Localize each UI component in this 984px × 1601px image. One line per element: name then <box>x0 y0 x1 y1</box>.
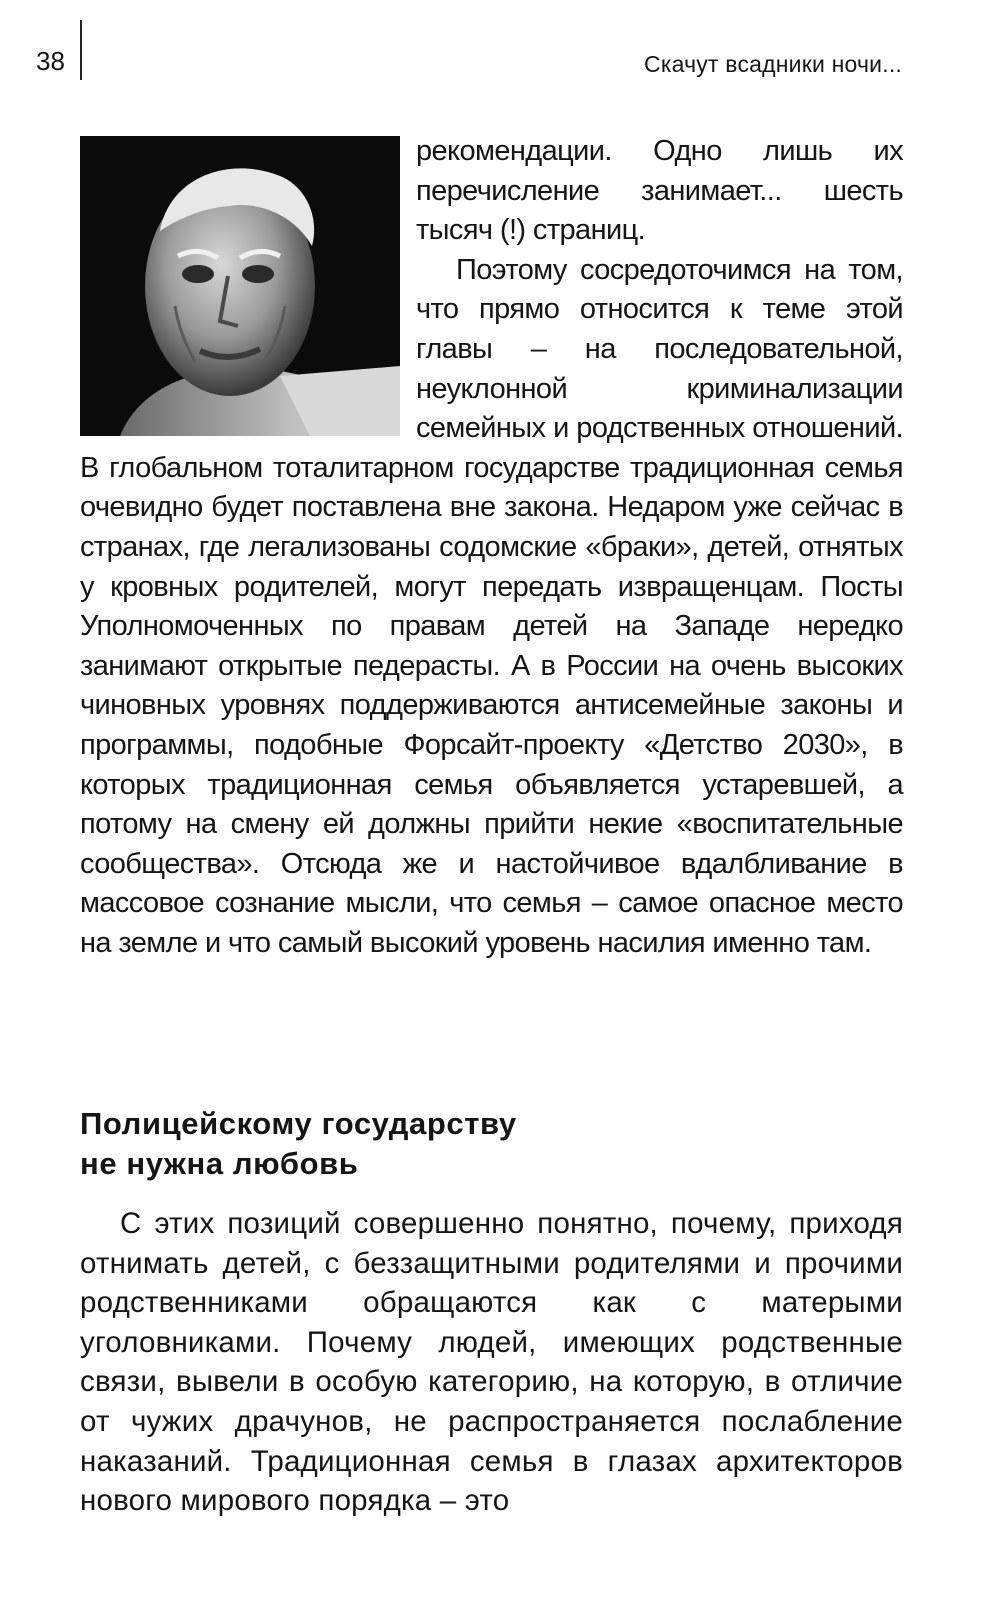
paragraph-1: рекомендации. Одно лишь их перечисление занимает... шесть тысяч (!) страниц. <box>416 135 903 247</box>
section-heading-line-1: Полицейскому государству <box>80 1106 517 1141</box>
section-heading <box>80 1104 780 1184</box>
paragraph-2: Поэтому сосредоточимся на том, что прямо относится к теме этой главы – на последовательной, неуклонной криминализации семейных и родственных отношений. В глобальном тоталитарном государстве традиционная семья очевидно будет поставлена вне закона. Недаром уже сейчас в странах, где легализованы содомские «браки», детей, отнятых у кровных родителей, могут передать извращенцам. Посты Уполномоченных по правам детей на Западе нередко занимают открытые педерасты. А в России на очень высоких чиновных уровнях поддерживаются антисемейные законы и программы, подобные Форсайт-проекту «Детство 2030», в которых традиционная семья объявляется устаревшей, а потому на смену ей должны прийти некие «воспитательные сообщества». Отсюда же и настойчивое вдалбливание в массовое сознание мысли, что семья – самое опасное место на земле и что самый высокий уровень насилия именно там. <box>80 253 903 959</box>
header-divider <box>80 20 82 80</box>
page-number: 38 <box>36 46 65 76</box>
portrait-illustration <box>80 136 400 436</box>
portrait-photo <box>80 136 400 436</box>
section-paragraph: С этих позиций совершенно понятно, почему, приходя отнимать детей, с беззащитными родителями и прочими родственниками обращаются как с матерыми уголовниками. Почему людей, имеющих родственные связи, вывели в особую категорию, на которую, в отличие от чужих драчунов, не распространяется послабление наказаний. Традиционная семья в глазах архитекторов нового мирового порядка – это <box>80 1207 903 1518</box>
running-title: Скачут всадники ночи... <box>644 51 902 77</box>
article-body <box>80 132 903 963</box>
section-heading-line-2: не нужна любовь <box>80 1146 359 1181</box>
